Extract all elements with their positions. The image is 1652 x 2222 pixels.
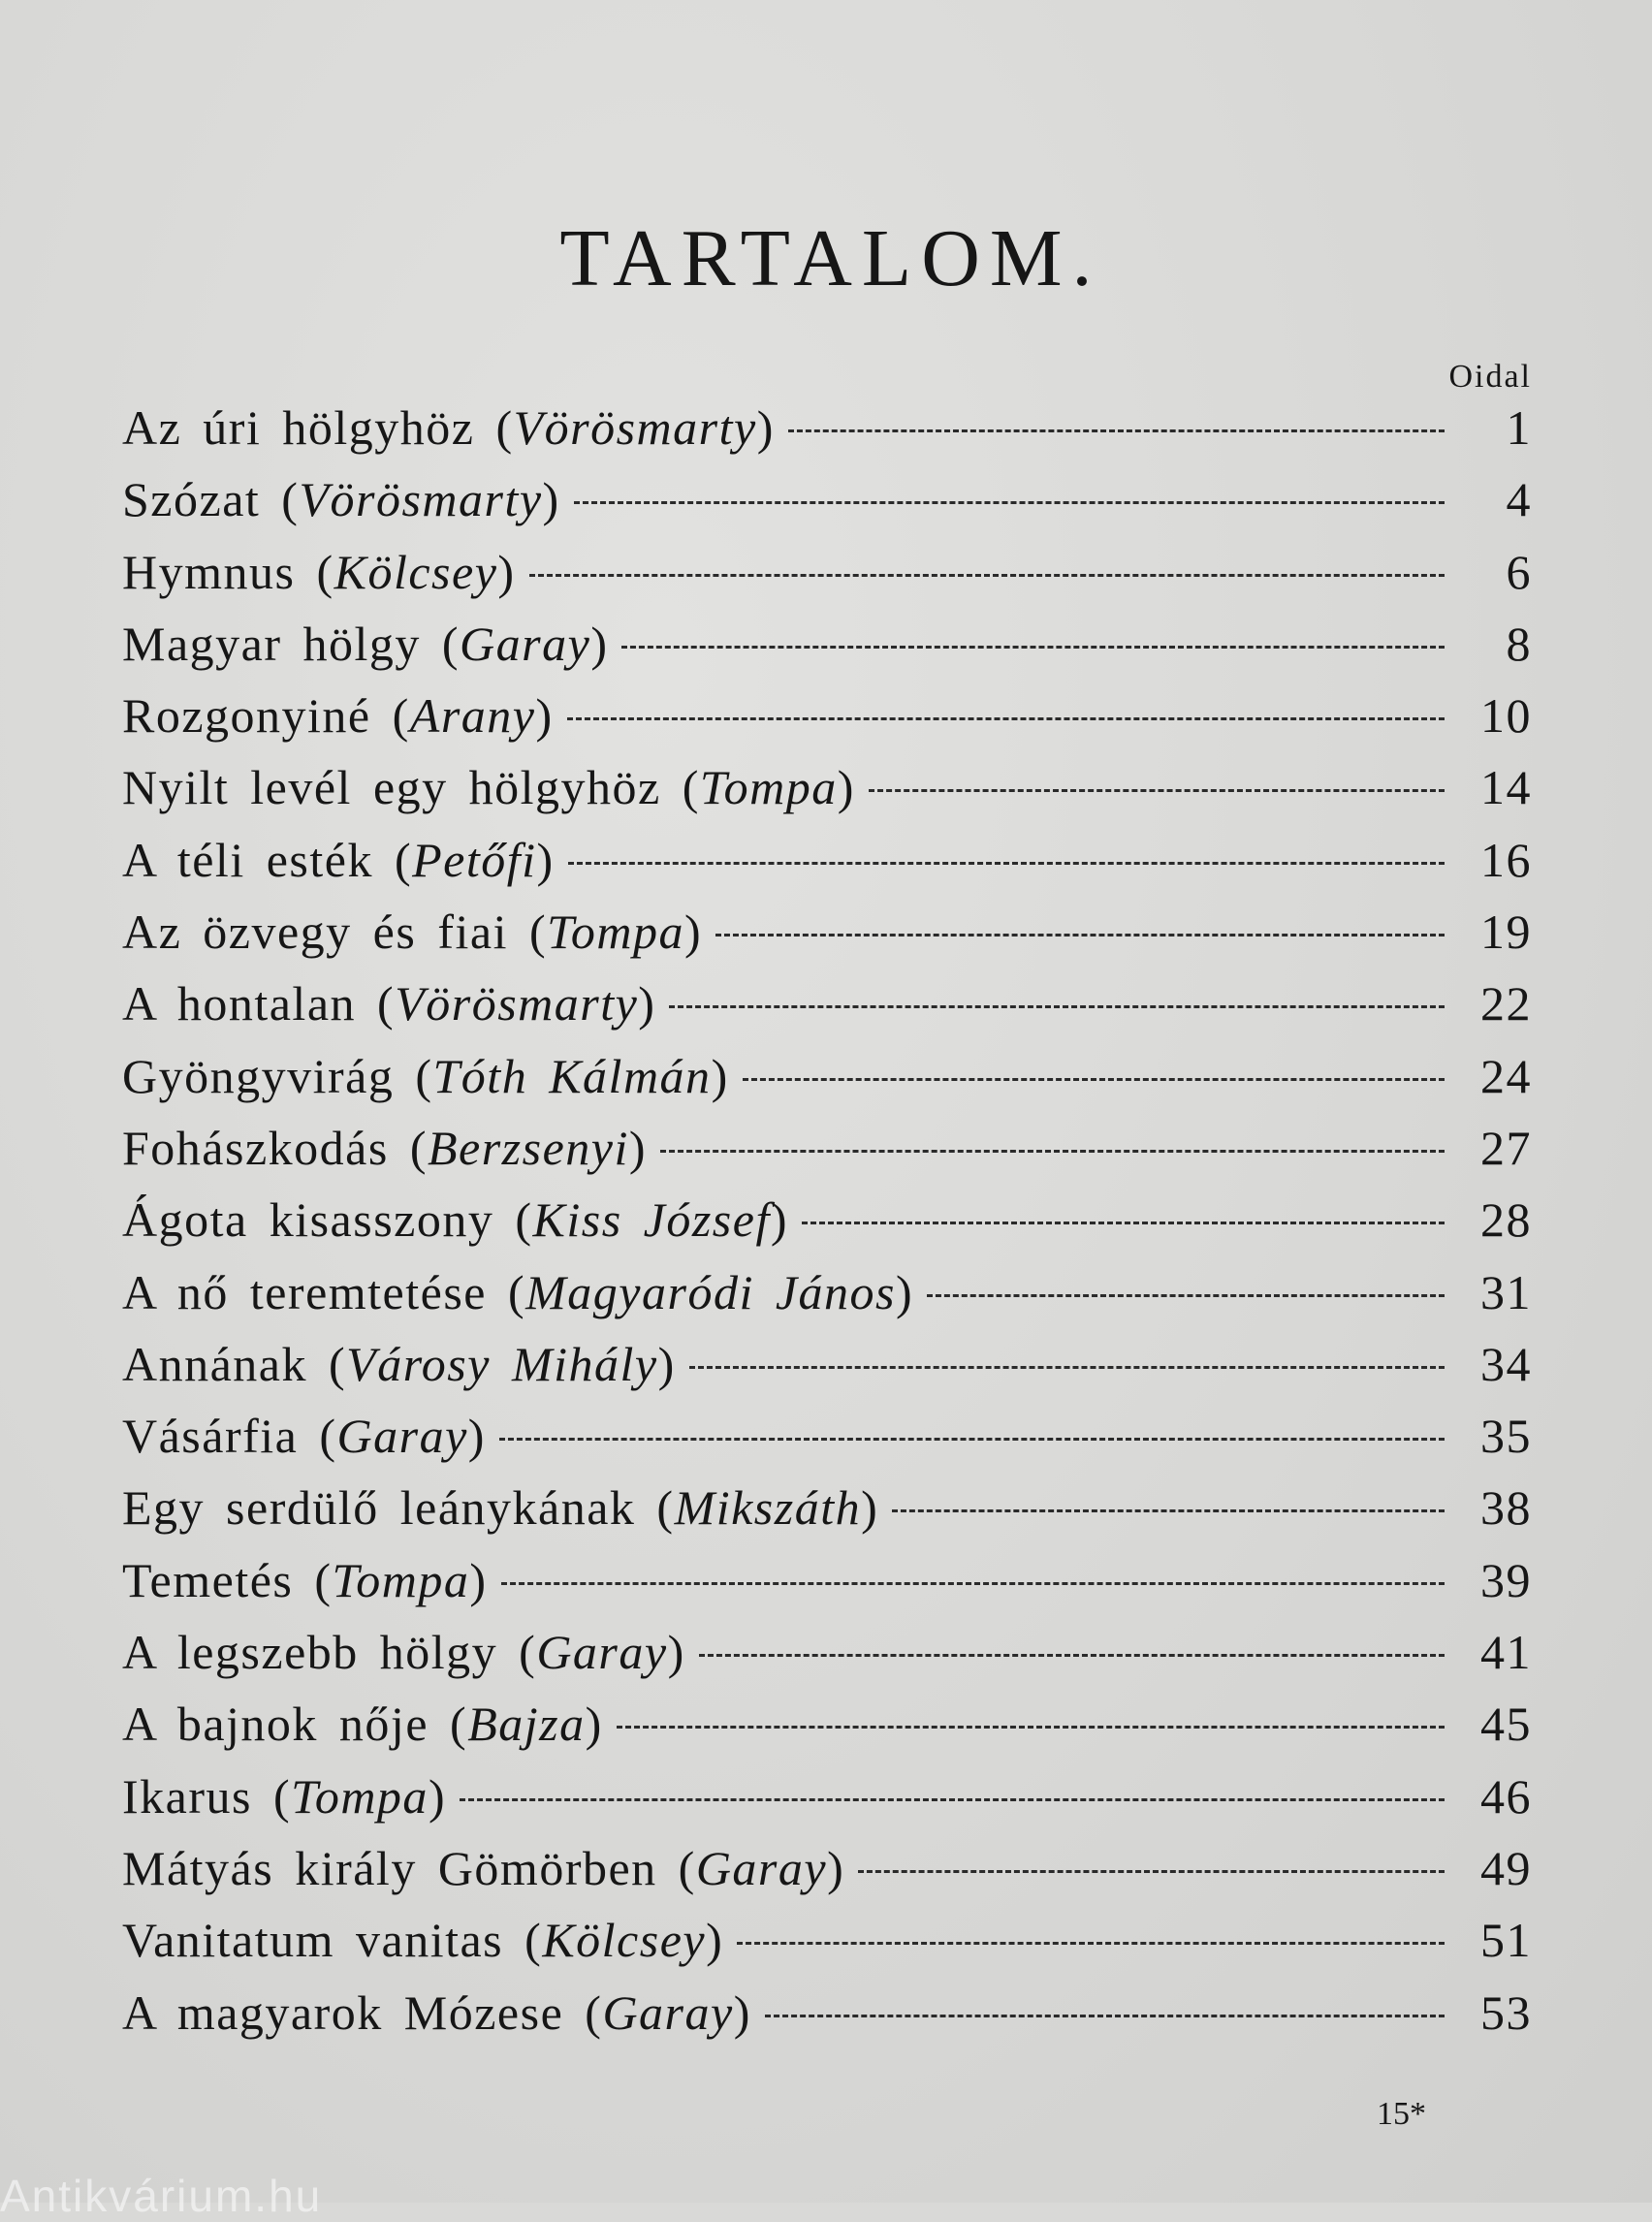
toc-entry-page: 19: [1480, 905, 1532, 960]
dot-leader: [689, 1366, 1445, 1369]
toc-entry-author: Garay: [460, 616, 591, 671]
dot-leader: [529, 574, 1445, 577]
toc-entry-text: A magyarok Mózese (Garay): [122, 1984, 751, 2040]
toc-entry-author: Kölcsey: [542, 1913, 707, 1968]
toc-entry-page: 27: [1480, 1120, 1532, 1175]
toc-entry-page: 10: [1480, 688, 1532, 744]
toc-entry-author: Bajza: [467, 1697, 586, 1752]
toc-entry: [122, 1552, 1532, 1624]
toc-entry-text: Hymnus (Kölcsey): [122, 544, 516, 599]
toc-entry-text: Gyöngyvirág (Tóth Kálmán): [122, 1048, 729, 1103]
toc-entry-author: Városy Mihály: [346, 1336, 658, 1391]
watermark: Antikvárium.hu: [0, 2171, 323, 2221]
toc-entry: [122, 616, 1532, 687]
toc-entry-page: 22: [1480, 976, 1532, 1032]
toc-entry: [122, 1624, 1532, 1696]
toc-entry-page: 14: [1480, 760, 1532, 815]
dot-leader: [501, 1582, 1445, 1585]
toc-entry-author: Garay: [695, 1840, 828, 1895]
toc-entry-title: Egy serdülő leánykának: [122, 1480, 636, 1536]
toc-entry-author: Tompa: [332, 1552, 470, 1607]
toc-entry-title: Nyilt levél egy hölgyhöz: [122, 760, 661, 815]
toc-entry-page: 49: [1480, 1840, 1532, 1895]
toc-entry-author: Tóth Kálmán: [432, 1048, 712, 1103]
toc-entry-author: Vörösmarty: [513, 400, 757, 455]
toc-entry-author: Arany: [409, 688, 536, 744]
dot-leader: [574, 501, 1445, 504]
toc-entry-title: Az özvegy és fiai: [122, 905, 508, 960]
dot-leader: [621, 646, 1445, 649]
toc-entry: [122, 904, 1532, 975]
toc-entry-author: Mikszáth: [674, 1480, 862, 1536]
dot-leader: [568, 862, 1445, 865]
toc-entry: [122, 1479, 1532, 1551]
toc-entry-text: A téli esték (Petőfi): [122, 832, 555, 887]
toc-entry-title: Hymnus: [122, 544, 296, 599]
toc-entry-page: 41: [1480, 1625, 1532, 1680]
toc-entry-title: A téli esték: [122, 832, 373, 887]
dot-leader: [927, 1294, 1445, 1297]
toc-entry-text: Rozgonyiné (Arany): [122, 688, 554, 744]
toc-entry-page: 35: [1480, 1409, 1532, 1464]
toc-entry-author: Kiss József: [532, 1192, 771, 1248]
toc-entry: [122, 1120, 1532, 1191]
toc-entry-page: 28: [1480, 1192, 1532, 1248]
toc-entry-text: Annának (Városy Mihály): [122, 1336, 676, 1391]
toc-entry-author: Tompa: [547, 905, 684, 960]
toc-entry: [122, 1264, 1532, 1336]
dot-leader: [788, 429, 1445, 432]
dot-leader: [499, 1438, 1445, 1441]
toc-entry-author: Garay: [536, 1625, 668, 1680]
toc-entry: [122, 1048, 1532, 1120]
toc-entry-author: Berzsenyi: [427, 1120, 629, 1175]
toc-entry-author: Petőfi: [412, 832, 537, 887]
toc-entry: [122, 471, 1532, 543]
dot-leader: [669, 1005, 1445, 1008]
dot-leader: [617, 1726, 1445, 1729]
toc-entry-title: Annának: [122, 1336, 307, 1391]
toc-entry-text: A legszebb hölgy (Garay): [122, 1625, 685, 1680]
toc-entry-title: Vanitatum vanitas: [122, 1913, 504, 1968]
toc-entry-page: 53: [1480, 1984, 1532, 2040]
toc-entry: [122, 975, 1532, 1047]
toc-entry: [122, 1336, 1532, 1408]
toc-entry: [122, 1408, 1532, 1479]
dot-leader: [567, 717, 1445, 720]
toc-entry: [122, 1912, 1532, 1984]
toc-entry-page: 38: [1480, 1480, 1532, 1536]
dot-leader: [460, 1798, 1445, 1801]
toc-entry-text: Az özvegy és fiai (Tompa): [122, 905, 703, 960]
toc-entry-title: Fohászkodás: [122, 1120, 389, 1175]
dot-leader: [802, 1222, 1445, 1224]
toc-entry: [122, 399, 1532, 471]
toc-entry: [122, 1840, 1532, 1912]
toc-entry-title: Vásárfia: [122, 1409, 299, 1464]
toc-entry-author: Vörösmarty: [395, 976, 639, 1032]
toc-entry-title: Rozgonyiné: [122, 688, 371, 744]
toc-entry-page: 6: [1506, 544, 1532, 599]
toc-entry-title: Az úri hölgyhöz: [122, 400, 475, 455]
toc-entry-text: A nő teremtetése (Magyaródi János): [122, 1264, 914, 1319]
toc-entry: [122, 832, 1532, 904]
toc-entry-page: 46: [1480, 1768, 1532, 1824]
toc-entry-title: A magyarok Mózese: [122, 1984, 564, 2040]
toc-entry-title: A bajnok nője: [122, 1697, 429, 1752]
toc-entry-title: Magyar hölgy: [122, 616, 421, 671]
toc-entry-text: Fohászkodás (Berzsenyi): [122, 1120, 648, 1175]
toc-entry-title: Mátyás király Gömörben: [122, 1840, 657, 1895]
dot-leader: [869, 789, 1445, 792]
toc-entry-author: Garay: [336, 1409, 468, 1464]
toc-entry-page: 31: [1480, 1264, 1532, 1319]
toc-entry-title: Szózat: [122, 472, 261, 527]
toc-entry: [122, 1768, 1532, 1840]
toc-entry-title: A nő teremtetése: [122, 1264, 487, 1319]
toc-entry-author: Tompa: [699, 760, 838, 815]
dot-leader: [858, 1870, 1445, 1873]
toc-entry-page: 4: [1506, 472, 1532, 527]
toc-entry-text: Az úri hölgyhöz (Vörösmarty): [122, 400, 775, 455]
dot-leader: [765, 2015, 1445, 2017]
toc-entry-author: Tompa: [291, 1768, 429, 1824]
dot-leader: [743, 1078, 1445, 1081]
toc-entry-text: Vásárfia (Garay): [122, 1409, 486, 1464]
toc-entry-page: 8: [1506, 616, 1532, 671]
toc-entry: [122, 1191, 1532, 1263]
toc-entry-author: Magyaródi János: [525, 1264, 896, 1319]
table-of-contents: [122, 399, 1532, 2056]
dot-leader: [737, 1942, 1445, 1945]
toc-entry-text: Temetés (Tompa): [122, 1552, 488, 1607]
toc-entry: [122, 1696, 1532, 1767]
toc-entry-text: Mátyás király Gömörben (Garay): [122, 1840, 845, 1895]
dot-leader: [715, 934, 1445, 936]
toc-entry-title: Temetés: [122, 1552, 294, 1607]
toc-entry-text: Ágota kisasszony (Kiss József): [122, 1192, 789, 1248]
toc-entry-page: 24: [1480, 1048, 1532, 1103]
toc-entry-text: Ikarus (Tompa): [122, 1768, 447, 1824]
dot-leader: [699, 1654, 1445, 1657]
toc-entry-page: 39: [1480, 1552, 1532, 1607]
toc-entry-text: A bajnok nője (Bajza): [122, 1697, 603, 1752]
toc-entry: [122, 687, 1532, 759]
toc-entry-page: 45: [1480, 1697, 1532, 1752]
toc-entry-title: Ikarus: [122, 1768, 252, 1824]
toc-entry-author: Garay: [602, 1984, 734, 2040]
toc-entry-page: 34: [1480, 1336, 1532, 1391]
toc-entry-title: Ágota kisasszony: [122, 1192, 494, 1248]
toc-entry-text: Magyar hölgy (Garay): [122, 616, 609, 671]
toc-entry-text: Vanitatum vanitas (Kölcsey): [122, 1913, 724, 1968]
toc-entry: [122, 759, 1532, 831]
toc-entry-title: A hontalan: [122, 976, 357, 1032]
toc-entry-text: Egy serdülő leánykának (Mikszáth): [122, 1480, 879, 1536]
toc-entry: [122, 544, 1532, 616]
toc-entry-page: 51: [1480, 1913, 1532, 1968]
dot-leader: [660, 1150, 1445, 1153]
signature-mark: 15*: [1377, 2096, 1426, 2132]
page-title: TARTALOM.: [559, 213, 1102, 303]
dot-leader: [892, 1509, 1445, 1512]
toc-entry-text: Szózat (Vörösmarty): [122, 472, 560, 527]
toc-entry-text: Nyilt levél egy hölgyhöz (Tompa): [122, 760, 855, 815]
toc-entry-title: A legszebb hölgy: [122, 1625, 498, 1680]
toc-entry-author: Vörösmarty: [299, 472, 543, 527]
toc-entry-author: Kölcsey: [334, 544, 498, 599]
toc-entry-title: Gyöngyvirág: [122, 1048, 395, 1103]
toc-entry: [122, 1984, 1532, 2056]
toc-entry-page: 16: [1480, 832, 1532, 887]
toc-entry-text: A hontalan (Vörösmarty): [122, 976, 656, 1032]
page-column-label: Oidal: [1448, 359, 1532, 395]
toc-entry-page: 1: [1506, 400, 1532, 455]
